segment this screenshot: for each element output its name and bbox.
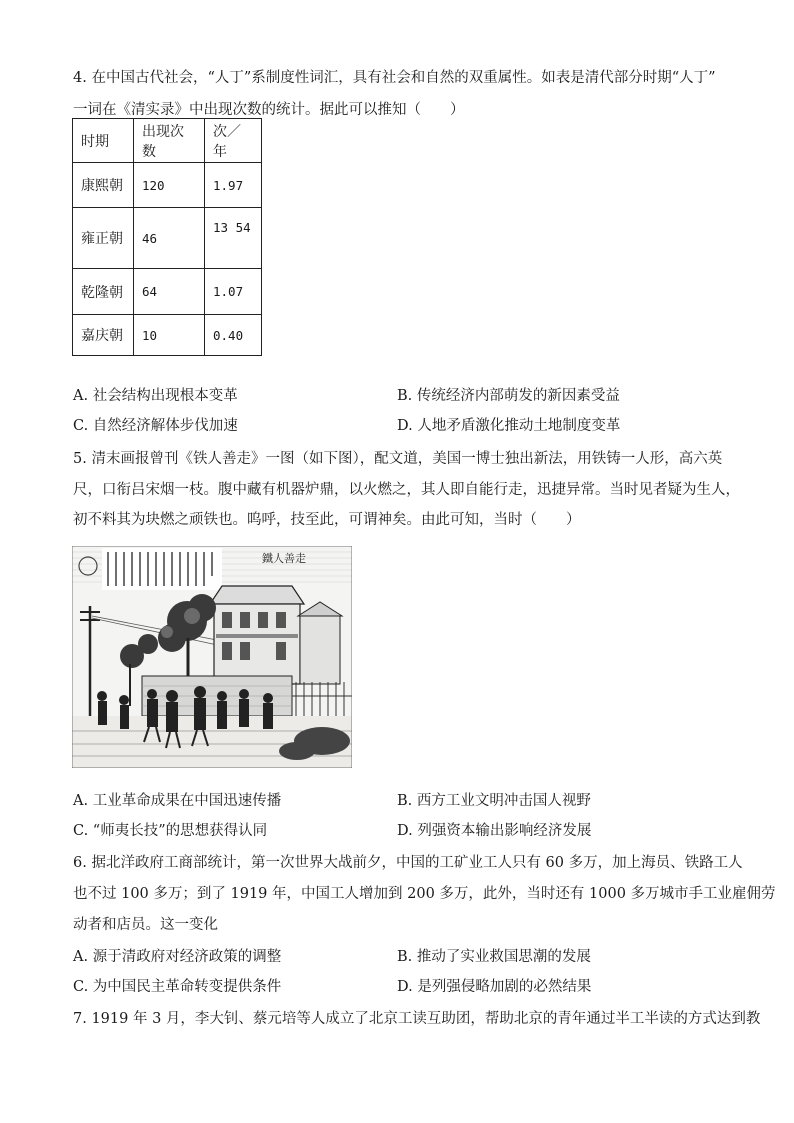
table-cell: 雍正朝 bbox=[73, 208, 134, 269]
q4-stem-line1: 4. 在中国古代社会，“人丁”系制度性词汇，具有社会和自然的双重属性。如表是清代部分时期“人丁” bbox=[73, 70, 716, 86]
q6-option-c: C. 为中国民主革命转变提供条件 bbox=[73, 979, 282, 995]
q6-option-b: B. 推动了实业救国思潮的发展 bbox=[397, 949, 591, 965]
iron-man-illustration bbox=[72, 546, 352, 768]
q7-stem-line1: 7. 1919 年 3 月，李大钊、蔡元培等人成立了北京工读互助团，帮助北京的青年通过半工半读的方式达到教 bbox=[73, 1011, 761, 1027]
table-cell: 嘉庆朝 bbox=[73, 315, 134, 356]
table-cell: 120 bbox=[134, 163, 205, 208]
table-cell: 乾隆朝 bbox=[73, 269, 134, 315]
q4-stem-line2: 一词在《清实录》中出现次数的统计。据此可以推知（ ） bbox=[73, 102, 465, 118]
table-cell: 1.97 bbox=[205, 163, 262, 208]
table-cell: 10 bbox=[134, 315, 205, 356]
q5-stem-line3: 初不料其为块燃之顽铁也。呜呼，技至此，可谓神矣。由此可知，当时（ ） bbox=[73, 512, 581, 528]
q6-stem-line3: 动者和店员。这一变化 bbox=[73, 917, 218, 933]
q5-stem-line1: 5. 清末画报曾刊《铁人善走》一图（如下图），配文道，美国一博士独出新法，用铁铸一人形，高六英 bbox=[73, 451, 723, 467]
table-row bbox=[73, 163, 262, 208]
table-cell: 13 54 bbox=[205, 208, 262, 269]
q5-option-b: B. 西方工业文明冲击国人视野 bbox=[397, 793, 591, 809]
table-row bbox=[73, 208, 262, 269]
table-cell: 46 bbox=[134, 208, 205, 269]
q6-stem-line2: 也不过 100 多万；到了 1919 年，中国工人增加到 200 多万，此外，当时还有 1000 多万城市手工业雇佣劳 bbox=[73, 886, 776, 902]
table-header-cell: 时期 bbox=[73, 119, 134, 163]
q5-stem-line2: 尺，口衔吕宋烟一枝。腹中藏有机器炉鼎，以火燃之，其人即自能行走，迅捷异常。当时见者疑为生人， bbox=[73, 482, 740, 498]
table-row bbox=[73, 315, 262, 356]
q4-data-table bbox=[72, 118, 262, 356]
q4-option-d: D. 人地矛盾激化推动土地制度变革 bbox=[397, 418, 621, 434]
table-cell: 64 bbox=[134, 269, 205, 315]
q4-option-b: B. 传统经济内部萌发的新因素受益 bbox=[397, 388, 620, 404]
illustration-caption: 鐵人善走 bbox=[262, 552, 306, 565]
q6-stem-line1: 6. 据北洋政府工商部统计，第一次世界大战前夕，中国的工矿业工人只有 60 多万，加上海员、铁路工人 bbox=[73, 855, 743, 871]
table-header-cell: 次／年 bbox=[205, 119, 262, 163]
q5-option-c: C. “师夷长技”的思想获得认同 bbox=[73, 823, 268, 839]
table-header-cell: 出现次数 bbox=[134, 119, 205, 163]
q4-option-a: A. 社会结构出现根本变革 bbox=[73, 388, 238, 404]
q5-option-d: D. 列强资本输出影响经济发展 bbox=[397, 823, 592, 839]
table-cell: 1.07 bbox=[205, 269, 262, 315]
table-cell: 康熙朝 bbox=[73, 163, 134, 208]
q6-option-d: D. 是列强侵略加剧的必然结果 bbox=[397, 979, 592, 995]
q6-option-a: A. 源于清政府对经济政策的调整 bbox=[73, 949, 282, 965]
q4-option-c: C. 自然经济解体步伐加速 bbox=[73, 418, 238, 434]
table-row bbox=[73, 269, 262, 315]
table-header-row bbox=[73, 119, 262, 163]
q5-option-a: A. 工业革命成果在中国迅速传播 bbox=[73, 793, 282, 809]
table-cell: 0.40 bbox=[205, 315, 262, 356]
